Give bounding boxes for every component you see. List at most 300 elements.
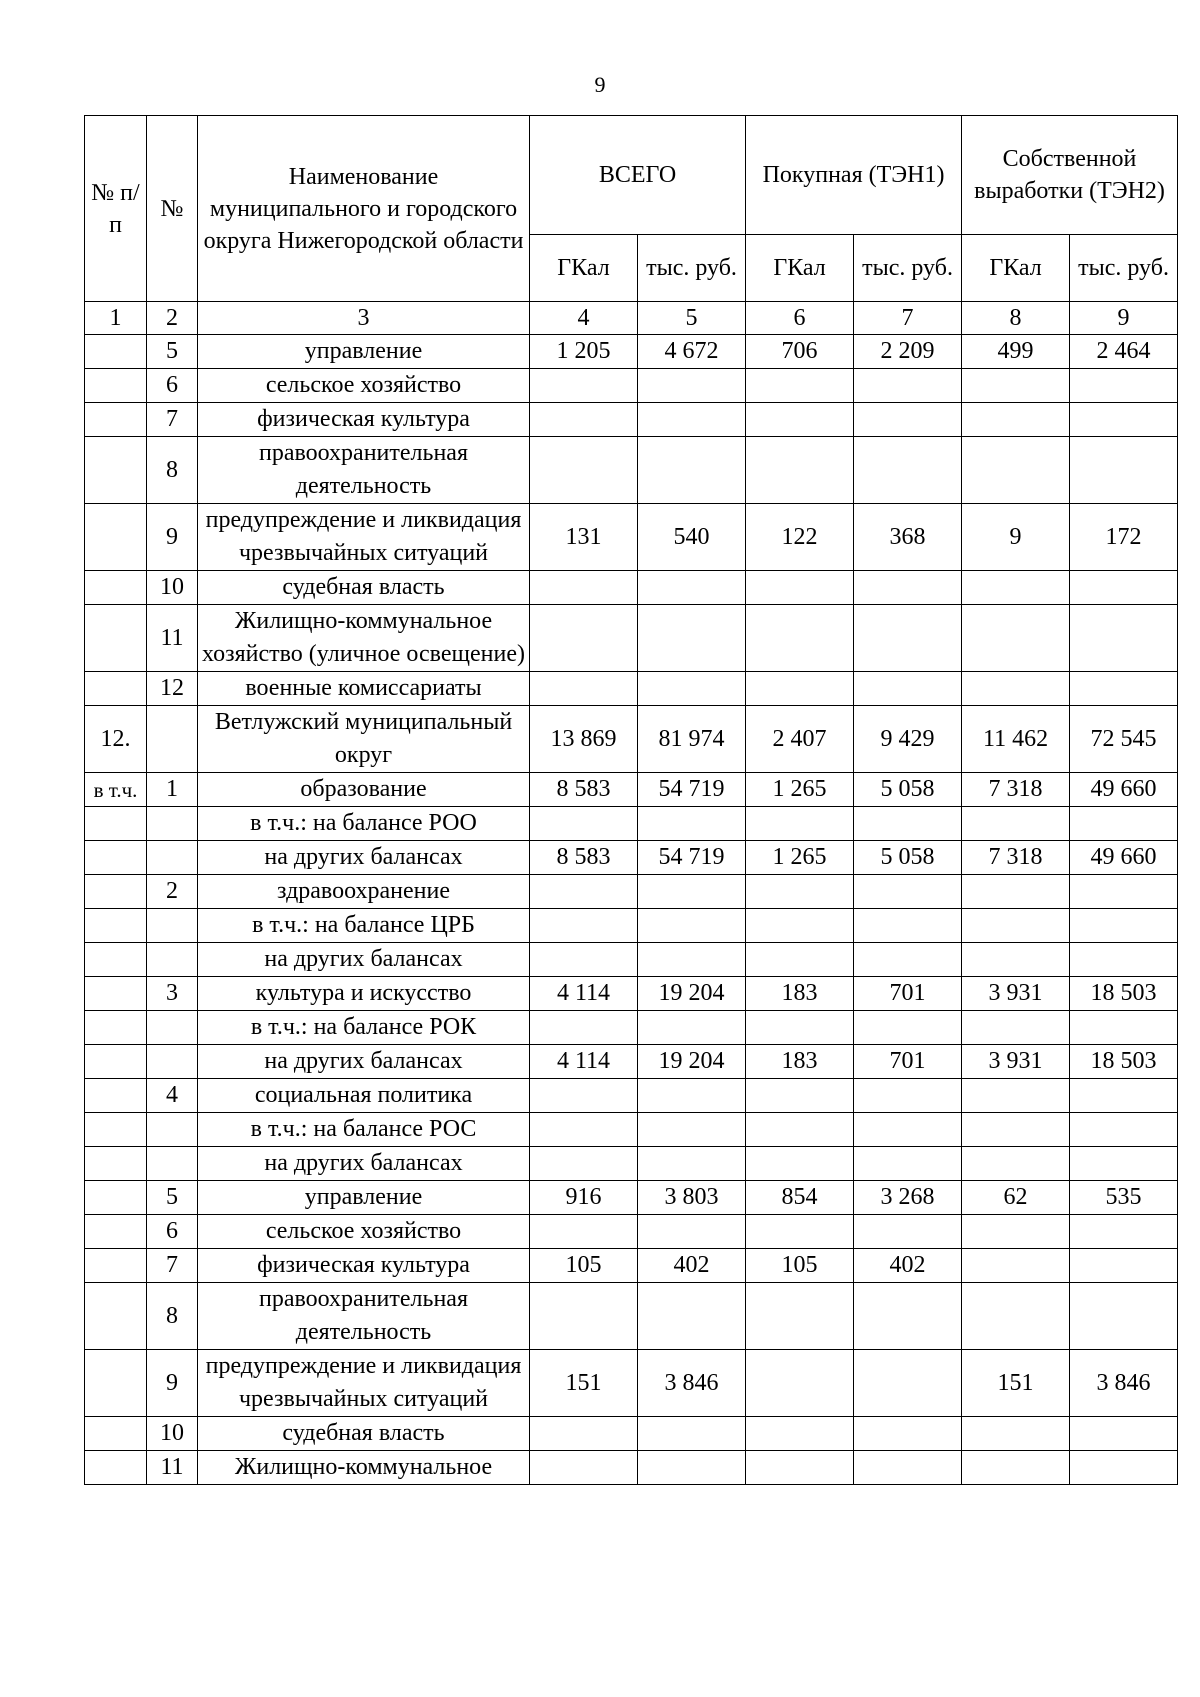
row-value bbox=[638, 807, 746, 841]
unit-gcal: ГКал bbox=[962, 235, 1070, 302]
row-name: Ветлужский муниципальный округ bbox=[198, 706, 530, 773]
row-name: Жилищно-коммунальное bbox=[198, 1451, 530, 1485]
col-number: 2 bbox=[147, 302, 198, 335]
row-value bbox=[530, 1113, 638, 1147]
row-no: 7 bbox=[147, 1249, 198, 1283]
row-name: военные комиссариаты bbox=[198, 672, 530, 706]
row-value: 402 bbox=[638, 1249, 746, 1283]
row-value bbox=[638, 1417, 746, 1451]
col-number: 1 bbox=[85, 302, 147, 335]
row-value bbox=[638, 369, 746, 403]
unit-gcal: ГКал bbox=[530, 235, 638, 302]
row-value bbox=[1070, 1249, 1178, 1283]
row-value: 2 407 bbox=[746, 706, 854, 773]
row-value bbox=[962, 403, 1070, 437]
row-value bbox=[854, 437, 962, 504]
col-number: 5 bbox=[638, 302, 746, 335]
row-value: 151 bbox=[530, 1350, 638, 1417]
row-value bbox=[530, 909, 638, 943]
row-name: на других балансах bbox=[198, 1045, 530, 1079]
row-name: социальная политика bbox=[198, 1079, 530, 1113]
table-row bbox=[85, 1249, 1178, 1283]
row-pp bbox=[85, 605, 147, 672]
row-pp bbox=[85, 1011, 147, 1045]
row-value: 1 265 bbox=[746, 773, 854, 807]
row-value: 2 464 bbox=[1070, 335, 1178, 369]
row-value bbox=[530, 875, 638, 909]
row-value bbox=[1070, 672, 1178, 706]
row-value: 54 719 bbox=[638, 773, 746, 807]
row-value bbox=[746, 1350, 854, 1417]
table-row bbox=[85, 571, 1178, 605]
row-name: правоохранительная деятельность bbox=[198, 437, 530, 504]
row-value bbox=[962, 1249, 1070, 1283]
row-pp bbox=[85, 1215, 147, 1249]
row-value bbox=[854, 1451, 962, 1485]
row-pp bbox=[85, 1079, 147, 1113]
row-no: 6 bbox=[147, 369, 198, 403]
row-no bbox=[147, 841, 198, 875]
row-pp bbox=[85, 1350, 147, 1417]
row-no: 3 bbox=[147, 977, 198, 1011]
row-value: 9 429 bbox=[854, 706, 962, 773]
row-value bbox=[1070, 1011, 1178, 1045]
table-row bbox=[85, 1181, 1178, 1215]
row-value: 535 bbox=[1070, 1181, 1178, 1215]
row-value bbox=[854, 672, 962, 706]
row-value: 4 114 bbox=[530, 977, 638, 1011]
table-row bbox=[85, 807, 1178, 841]
row-value bbox=[638, 571, 746, 605]
row-value: 8 583 bbox=[530, 841, 638, 875]
table-row bbox=[85, 841, 1178, 875]
table-row bbox=[85, 672, 1178, 706]
table-row bbox=[85, 1147, 1178, 1181]
header-purchased: Покупная (ТЭН1) bbox=[746, 116, 962, 235]
row-name: сельское хозяйство bbox=[198, 369, 530, 403]
row-no: 1 bbox=[147, 773, 198, 807]
col-number: 4 bbox=[530, 302, 638, 335]
row-value: 3 931 bbox=[962, 1045, 1070, 1079]
row-value bbox=[746, 875, 854, 909]
row-value bbox=[1070, 1147, 1178, 1181]
row-value: 54 719 bbox=[638, 841, 746, 875]
row-value: 122 bbox=[746, 504, 854, 571]
row-value: 3 268 bbox=[854, 1181, 962, 1215]
row-value bbox=[854, 1350, 962, 1417]
row-name: в т.ч.: на балансе РОС bbox=[198, 1113, 530, 1147]
row-value: 18 503 bbox=[1070, 1045, 1178, 1079]
row-value bbox=[962, 1417, 1070, 1451]
row-value bbox=[854, 605, 962, 672]
row-no: 5 bbox=[147, 335, 198, 369]
row-value bbox=[530, 1417, 638, 1451]
table-row bbox=[85, 605, 1178, 672]
row-pp bbox=[85, 875, 147, 909]
row-value bbox=[638, 1215, 746, 1249]
unit-rub: тыс. руб. bbox=[1070, 235, 1178, 302]
row-name: физическая культура bbox=[198, 403, 530, 437]
row-value bbox=[746, 437, 854, 504]
row-value: 13 869 bbox=[530, 706, 638, 773]
row-pp bbox=[85, 1283, 147, 1350]
row-value: 172 bbox=[1070, 504, 1178, 571]
row-no bbox=[147, 1011, 198, 1045]
row-name: здравоохранение bbox=[198, 875, 530, 909]
row-value: 105 bbox=[746, 1249, 854, 1283]
row-no: 10 bbox=[147, 1417, 198, 1451]
row-value bbox=[854, 1417, 962, 1451]
row-no bbox=[147, 1045, 198, 1079]
row-pp bbox=[85, 504, 147, 571]
row-no: 5 bbox=[147, 1181, 198, 1215]
row-value bbox=[638, 1283, 746, 1350]
row-value bbox=[1070, 1451, 1178, 1485]
table-row bbox=[85, 437, 1178, 504]
page-number: 9 bbox=[594, 72, 606, 97]
row-no: 8 bbox=[147, 437, 198, 504]
row-value: 701 bbox=[854, 977, 962, 1011]
row-no bbox=[147, 1113, 198, 1147]
row-value bbox=[746, 1283, 854, 1350]
row-value bbox=[1070, 1079, 1178, 1113]
row-value bbox=[530, 437, 638, 504]
row-no: 2 bbox=[147, 875, 198, 909]
col-number: 8 bbox=[962, 302, 1070, 335]
row-value: 402 bbox=[854, 1249, 962, 1283]
table-row bbox=[85, 1113, 1178, 1147]
row-value: 183 bbox=[746, 1045, 854, 1079]
row-pp bbox=[85, 403, 147, 437]
row-value: 3 931 bbox=[962, 977, 1070, 1011]
row-no: 8 bbox=[147, 1283, 198, 1350]
row-name: в т.ч.: на балансе РОО bbox=[198, 807, 530, 841]
table-row bbox=[85, 706, 1178, 773]
row-value bbox=[530, 672, 638, 706]
row-value: 105 bbox=[530, 1249, 638, 1283]
row-value: 499 bbox=[962, 335, 1070, 369]
header-name: Наименование муниципального и городского округа Нижегородской области bbox=[198, 116, 530, 302]
row-no: 12 bbox=[147, 672, 198, 706]
row-value bbox=[638, 1451, 746, 1485]
row-pp bbox=[85, 437, 147, 504]
row-value bbox=[638, 1113, 746, 1147]
row-value: 368 bbox=[854, 504, 962, 571]
header-pp: № п/п bbox=[85, 116, 147, 302]
table-row bbox=[85, 773, 1178, 807]
row-pp bbox=[85, 909, 147, 943]
row-name: в т.ч.: на балансе ЦРБ bbox=[198, 909, 530, 943]
row-pp bbox=[85, 1181, 147, 1215]
row-name: на других балансах bbox=[198, 943, 530, 977]
row-pp bbox=[85, 369, 147, 403]
header-own: Собственной выработки (ТЭН2) bbox=[962, 116, 1178, 235]
row-value bbox=[1070, 605, 1178, 672]
row-pp: в т.ч. bbox=[85, 773, 147, 807]
row-value: 854 bbox=[746, 1181, 854, 1215]
row-value bbox=[530, 403, 638, 437]
row-value bbox=[854, 1113, 962, 1147]
row-value bbox=[638, 1011, 746, 1045]
row-value: 19 204 bbox=[638, 977, 746, 1011]
row-no: 11 bbox=[147, 1451, 198, 1485]
row-value bbox=[962, 672, 1070, 706]
row-value bbox=[746, 943, 854, 977]
row-value bbox=[638, 1147, 746, 1181]
row-value bbox=[854, 1283, 962, 1350]
row-value bbox=[962, 1215, 1070, 1249]
header-no: № bbox=[147, 116, 198, 302]
row-value bbox=[962, 571, 1070, 605]
row-name: Жилищно-коммунальное хозяйство (уличное освещение) bbox=[198, 605, 530, 672]
row-value bbox=[854, 369, 962, 403]
row-value: 49 660 bbox=[1070, 773, 1178, 807]
row-value bbox=[854, 1215, 962, 1249]
row-value: 4 114 bbox=[530, 1045, 638, 1079]
table-row bbox=[85, 403, 1178, 437]
row-no bbox=[147, 909, 198, 943]
row-value: 5 058 bbox=[854, 841, 962, 875]
row-value: 62 bbox=[962, 1181, 1070, 1215]
row-value bbox=[854, 1011, 962, 1045]
row-name: сельское хозяйство bbox=[198, 1215, 530, 1249]
row-value: 916 bbox=[530, 1181, 638, 1215]
row-value: 540 bbox=[638, 504, 746, 571]
row-value bbox=[962, 369, 1070, 403]
row-value bbox=[962, 437, 1070, 504]
row-value bbox=[638, 943, 746, 977]
table-row bbox=[85, 1215, 1178, 1249]
row-value bbox=[638, 875, 746, 909]
row-pp bbox=[85, 841, 147, 875]
row-value bbox=[530, 1147, 638, 1181]
table-row bbox=[85, 1283, 1178, 1350]
row-pp bbox=[85, 943, 147, 977]
row-value bbox=[854, 1079, 962, 1113]
row-no bbox=[147, 943, 198, 977]
heat-consumption-table bbox=[84, 115, 1178, 1485]
col-number: 6 bbox=[746, 302, 854, 335]
row-value bbox=[638, 909, 746, 943]
row-value: 3 803 bbox=[638, 1181, 746, 1215]
row-value bbox=[854, 909, 962, 943]
row-value: 4 672 bbox=[638, 335, 746, 369]
row-pp bbox=[85, 1249, 147, 1283]
row-value bbox=[746, 1011, 854, 1045]
row-name: культура и искусство bbox=[198, 977, 530, 1011]
row-value bbox=[854, 875, 962, 909]
row-value: 7 318 bbox=[962, 773, 1070, 807]
table-row bbox=[85, 1011, 1178, 1045]
row-name: предупреждение и ликвидация чрезвычайных ситуаций bbox=[198, 504, 530, 571]
row-value bbox=[746, 571, 854, 605]
row-value bbox=[1070, 1113, 1178, 1147]
row-name: управление bbox=[198, 1181, 530, 1215]
row-value: 3 846 bbox=[1070, 1350, 1178, 1417]
row-name: на других балансах bbox=[198, 841, 530, 875]
row-no: 10 bbox=[147, 571, 198, 605]
row-value bbox=[638, 1079, 746, 1113]
table-row bbox=[85, 369, 1178, 403]
row-value: 5 058 bbox=[854, 773, 962, 807]
row-value bbox=[962, 909, 1070, 943]
row-value: 72 545 bbox=[1070, 706, 1178, 773]
row-value bbox=[854, 943, 962, 977]
header-total: ВСЕГО bbox=[530, 116, 746, 235]
row-value: 18 503 bbox=[1070, 977, 1178, 1011]
row-value: 11 462 bbox=[962, 706, 1070, 773]
row-value bbox=[530, 1079, 638, 1113]
row-value bbox=[530, 943, 638, 977]
row-value bbox=[1070, 369, 1178, 403]
table-row bbox=[85, 943, 1178, 977]
row-value: 9 bbox=[962, 504, 1070, 571]
row-value bbox=[962, 1451, 1070, 1485]
row-pp bbox=[85, 1045, 147, 1079]
row-no: 9 bbox=[147, 1350, 198, 1417]
row-name: правоохранительная деятельность bbox=[198, 1283, 530, 1350]
row-value bbox=[530, 1283, 638, 1350]
row-value bbox=[1070, 571, 1178, 605]
row-pp: 12. bbox=[85, 706, 147, 773]
row-name: в т.ч.: на балансе РОК bbox=[198, 1011, 530, 1045]
row-value bbox=[1070, 943, 1178, 977]
row-name: образование bbox=[198, 773, 530, 807]
row-value bbox=[638, 605, 746, 672]
row-value bbox=[530, 1011, 638, 1045]
row-value bbox=[854, 403, 962, 437]
row-pp bbox=[85, 1451, 147, 1485]
row-value bbox=[746, 807, 854, 841]
row-value bbox=[962, 1113, 1070, 1147]
row-value bbox=[1070, 437, 1178, 504]
row-value: 81 974 bbox=[638, 706, 746, 773]
row-pp bbox=[85, 1113, 147, 1147]
row-value bbox=[1070, 807, 1178, 841]
row-value bbox=[962, 1283, 1070, 1350]
row-value bbox=[530, 1451, 638, 1485]
row-value bbox=[746, 1215, 854, 1249]
row-value: 3 846 bbox=[638, 1350, 746, 1417]
table-body bbox=[85, 335, 1178, 1485]
row-value bbox=[962, 1011, 1070, 1045]
row-no: 7 bbox=[147, 403, 198, 437]
row-pp bbox=[85, 571, 147, 605]
table-row bbox=[85, 1451, 1178, 1485]
col-number: 9 bbox=[1070, 302, 1178, 335]
table-row bbox=[85, 335, 1178, 369]
unit-rub: тыс. руб. bbox=[854, 235, 962, 302]
table-row bbox=[85, 977, 1178, 1011]
row-value: 19 204 bbox=[638, 1045, 746, 1079]
row-no: 6 bbox=[147, 1215, 198, 1249]
row-value bbox=[530, 1215, 638, 1249]
row-value bbox=[1070, 1215, 1178, 1249]
table-row bbox=[85, 1045, 1178, 1079]
row-value: 7 318 bbox=[962, 841, 1070, 875]
row-value bbox=[962, 943, 1070, 977]
row-value bbox=[746, 605, 854, 672]
row-name: предупреждение и ликвидация чрезвычайных ситуаций bbox=[198, 1350, 530, 1417]
row-value: 8 583 bbox=[530, 773, 638, 807]
row-value bbox=[1070, 909, 1178, 943]
table-row bbox=[85, 1079, 1178, 1113]
row-value bbox=[1070, 403, 1178, 437]
row-pp bbox=[85, 977, 147, 1011]
row-pp bbox=[85, 807, 147, 841]
row-pp bbox=[85, 672, 147, 706]
row-value bbox=[1070, 1417, 1178, 1451]
row-value bbox=[746, 909, 854, 943]
row-value: 49 660 bbox=[1070, 841, 1178, 875]
row-value bbox=[854, 807, 962, 841]
row-name: судебная власть bbox=[198, 1417, 530, 1451]
row-value bbox=[962, 1147, 1070, 1181]
row-value bbox=[746, 369, 854, 403]
row-no bbox=[147, 706, 198, 773]
row-no: 9 bbox=[147, 504, 198, 571]
row-value bbox=[962, 807, 1070, 841]
row-value: 1 205 bbox=[530, 335, 638, 369]
row-no bbox=[147, 1147, 198, 1181]
row-value bbox=[854, 1147, 962, 1181]
row-name: физическая культура bbox=[198, 1249, 530, 1283]
row-value bbox=[746, 1147, 854, 1181]
row-value: 701 bbox=[854, 1045, 962, 1079]
row-no: 11 bbox=[147, 605, 198, 672]
row-no: 4 bbox=[147, 1079, 198, 1113]
row-value bbox=[962, 1079, 1070, 1113]
table-row bbox=[85, 909, 1178, 943]
unit-rub: тыс. руб. bbox=[638, 235, 746, 302]
row-pp bbox=[85, 335, 147, 369]
row-value bbox=[746, 1079, 854, 1113]
row-value: 131 bbox=[530, 504, 638, 571]
col-number: 7 bbox=[854, 302, 962, 335]
table-row bbox=[85, 1417, 1178, 1451]
row-value: 183 bbox=[746, 977, 854, 1011]
row-value bbox=[962, 605, 1070, 672]
row-value: 706 bbox=[746, 335, 854, 369]
row-name: на других балансах bbox=[198, 1147, 530, 1181]
row-value bbox=[530, 571, 638, 605]
table-row bbox=[85, 875, 1178, 909]
row-value bbox=[638, 403, 746, 437]
row-value: 2 209 bbox=[854, 335, 962, 369]
table-row bbox=[85, 504, 1178, 571]
unit-gcal: ГКал bbox=[746, 235, 854, 302]
table-row bbox=[85, 1350, 1178, 1417]
row-value bbox=[638, 437, 746, 504]
row-name: судебная власть bbox=[198, 571, 530, 605]
row-pp bbox=[85, 1147, 147, 1181]
row-value bbox=[746, 403, 854, 437]
row-name: управление bbox=[198, 335, 530, 369]
row-value bbox=[746, 1113, 854, 1147]
row-pp bbox=[85, 1417, 147, 1451]
row-value bbox=[962, 875, 1070, 909]
row-value bbox=[530, 807, 638, 841]
col-number: 3 bbox=[198, 302, 530, 335]
row-value bbox=[746, 672, 854, 706]
row-value bbox=[746, 1417, 854, 1451]
row-value bbox=[746, 1451, 854, 1485]
row-value: 151 bbox=[962, 1350, 1070, 1417]
row-value: 1 265 bbox=[746, 841, 854, 875]
row-value bbox=[854, 571, 962, 605]
row-value bbox=[1070, 875, 1178, 909]
row-no bbox=[147, 807, 198, 841]
